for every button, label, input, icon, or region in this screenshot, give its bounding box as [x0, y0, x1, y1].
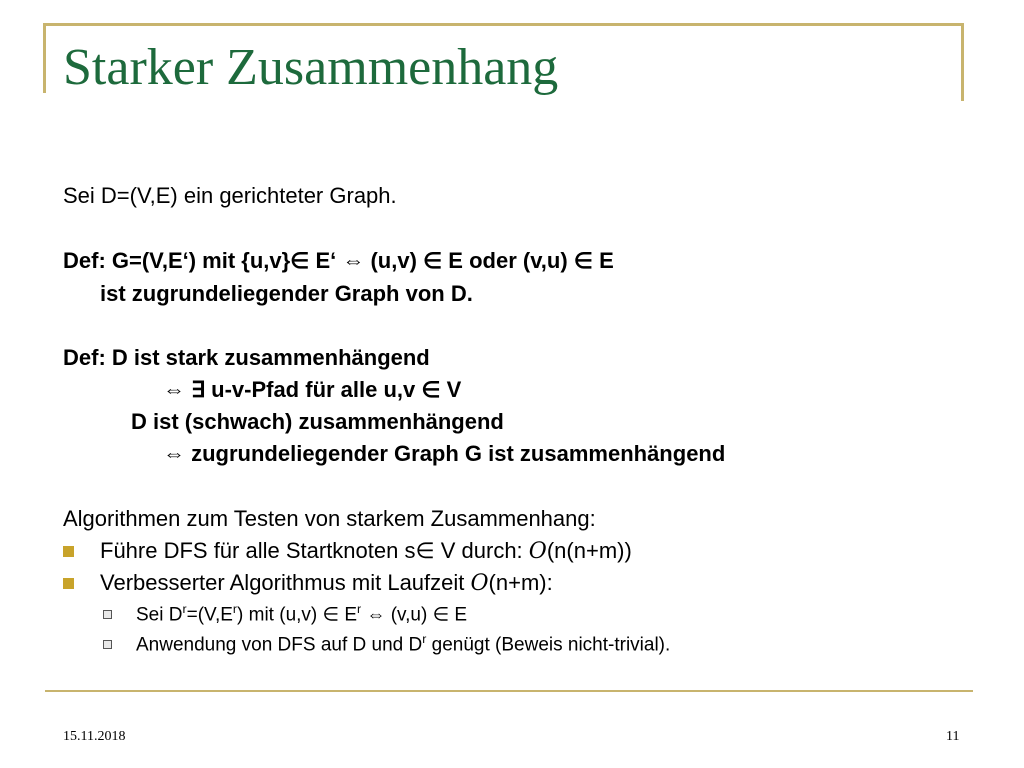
sub1-superscript-1: r — [182, 602, 187, 616]
slide-frame-top — [43, 23, 964, 26]
footer-page-number: 11 — [946, 729, 960, 744]
sub2-superscript: r — [422, 632, 427, 646]
slide-frame-bottom — [45, 690, 973, 692]
definition-2-line-3: D ist (schwach) zusammenhängend — [131, 409, 504, 434]
sub-bullet-item-2 — [136, 632, 670, 657]
sub-bullet-item-1 — [136, 602, 467, 627]
bullet-item-1-complexity: (n(n+m)) — [546, 538, 632, 563]
bullet-marker — [63, 578, 74, 589]
intro-text: Sei D=(V,E) ein gerichteter Graph. — [63, 183, 397, 208]
sub1-part-b: =(V,E — [186, 604, 233, 626]
sub2-part-b: genügt (Beweis nicht-trivial). — [426, 634, 671, 656]
algorithms-heading: Algorithmen zum Testen von starkem Zusammenhang: — [63, 506, 596, 531]
big-o-symbol: O — [528, 539, 547, 564]
sub1-superscript-2: r — [232, 602, 238, 616]
footer-date: 15.11.2018 — [63, 729, 126, 744]
sub-bullet-marker — [103, 610, 112, 619]
definition-1-line-2: ist zugrundeliegender Graph von D. — [100, 281, 473, 306]
big-o-symbol: O — [470, 571, 489, 596]
slide-title: Starker Zusammenhang — [63, 39, 559, 96]
sub1-part-c: ) mit (u,v) ∈ E — [237, 604, 358, 626]
sub1-part-a: Sei D — [136, 604, 183, 626]
bullet-marker — [63, 546, 74, 557]
definition-2-line-1: Def: D ist stark zusammenhängend — [63, 345, 430, 370]
definition-2-line-4: ⇔ zugrundeliegender Graph G ist zusammenhängend — [163, 441, 726, 466]
bullet-item-1 — [100, 538, 632, 565]
slide-frame-left — [43, 23, 46, 93]
sub2-part-a: Anwendung von DFS auf D und D — [136, 634, 423, 656]
definition-1-line-1: Def: G=(V,E‘) mit {u,v}∈ E‘ ⇔ (u,v) ∈ E oder (v,u) ∈ E — [63, 248, 614, 273]
definition-2-line-2: ⇔ ∃ u-v-Pfad für alle u,v ∈ V — [163, 377, 462, 402]
slide-frame-right — [961, 23, 964, 101]
bullet-item-1-text: Führe DFS für alle Startknoten s∈ V durch: — [100, 538, 529, 563]
bullet-item-2-text: Verbesserter Algorithmus mit Laufzeit — [100, 570, 471, 595]
sub1-part-d: ⇔ (v,u) ∈ E — [361, 604, 468, 626]
sub-bullet-marker — [103, 640, 112, 649]
sub1-superscript-3: r — [357, 602, 362, 616]
bullet-item-2-complexity: (n+m): — [488, 570, 553, 595]
bullet-item-2 — [100, 570, 553, 597]
